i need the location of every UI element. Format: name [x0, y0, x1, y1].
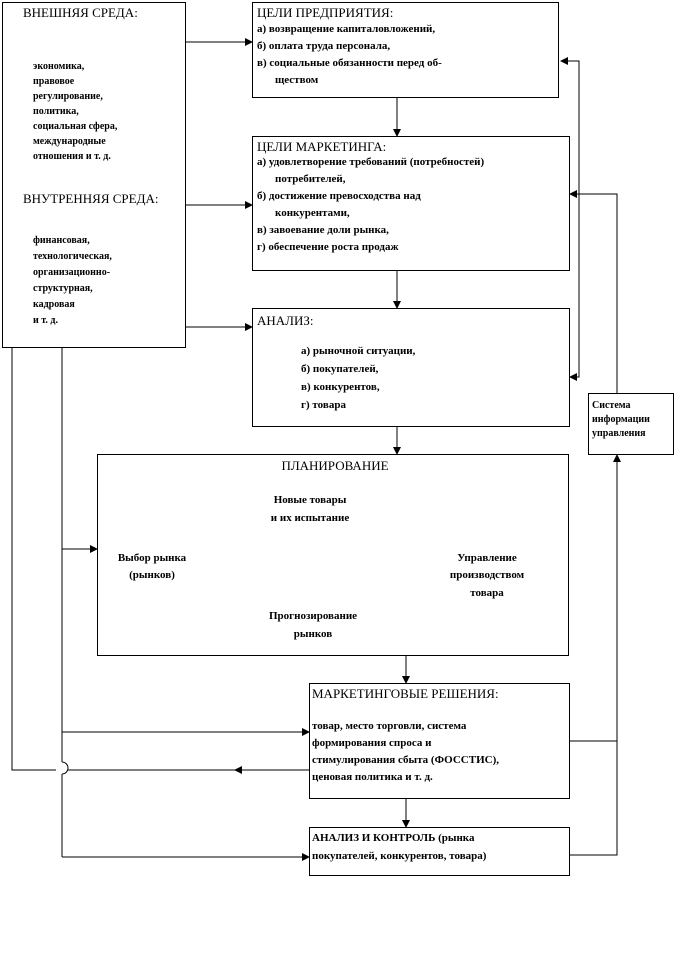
- internal-env-item: кадровая: [33, 299, 75, 310]
- marketing-goals-line: б) достижение превосходства над: [257, 190, 421, 202]
- enterprise-goals-title: ЦЕЛИ ПРЕДПРИЯТИЯ:: [257, 5, 394, 20]
- forecasting-label: Прогнозирование: [268, 610, 358, 622]
- line-env-return-left: [12, 348, 56, 770]
- enterprise-goals-line: ществом: [275, 74, 319, 86]
- analysis-control-line: АНАЛИЗ И КОНТРОЛЬ (рынка: [312, 832, 475, 844]
- analysis-control-line: покупателей, конкурентов, товара): [312, 850, 487, 862]
- marketing-decisions-line: товар, место торговли, система: [312, 720, 467, 732]
- external-env-item: регулирование,: [33, 91, 103, 102]
- production-mgmt-label: товара: [470, 587, 504, 599]
- marketing-decisions-line: стимулирования сбыта (ФОССТИС),: [312, 754, 499, 766]
- forecasting-label: рынков: [293, 628, 333, 640]
- external-env-item: международные: [33, 136, 106, 147]
- marketing-decisions-title: МАРКЕТИНГОВЫЕ РЕШЕНИЯ:: [312, 686, 499, 701]
- marketing-goals-line: конкурентами,: [275, 207, 350, 219]
- enterprise-goals-box: [252, 2, 559, 98]
- internal-env-item: структурная,: [33, 283, 93, 294]
- arrow-control-to-info: [570, 741, 617, 855]
- arrow-decisions-to-info: [570, 455, 617, 741]
- marketing-decisions-line: ценовая политика и т. д.: [312, 771, 433, 783]
- external-env-item: политика,: [33, 106, 79, 117]
- internal-env-item: финансовая,: [33, 235, 90, 246]
- marketing-decisions-line: формирования спроса и: [312, 737, 432, 749]
- market-choice-label: Выбор рынка: [117, 552, 187, 564]
- analysis-line: б) покупателей,: [301, 363, 379, 375]
- production-mgmt-label: производством: [449, 569, 525, 581]
- internal-env-item: организационно-: [33, 267, 111, 278]
- new-products-label: Новые товары: [273, 494, 347, 506]
- internal-env-title: ВНУТРЕННЯЯ СРЕДА:: [23, 191, 159, 206]
- marketing-goals-title: ЦЕЛИ МАРКЕТИНГА:: [257, 139, 387, 154]
- analysis-line: г) товара: [301, 399, 346, 411]
- market-choice-label: (рынков): [129, 569, 175, 581]
- external-env-title: ВНЕШНЯЯ СРЕДА:: [23, 5, 138, 20]
- analysis-title: АНАЛИЗ:: [257, 313, 314, 328]
- info-system-box: [588, 393, 674, 455]
- production-mgmt-label: Управление: [457, 552, 517, 564]
- analysis-line: а) рыночной ситуации,: [301, 345, 416, 357]
- enterprise-goals-line: б) оплата труда персонала,: [257, 40, 391, 52]
- internal-env-item: и т. д.: [33, 315, 58, 326]
- info-system-line: Система: [592, 400, 631, 411]
- marketing-goals-line: г) обеспечение роста продаж: [257, 241, 399, 253]
- planning-title: ПЛАНИРОВАНИЕ: [281, 458, 389, 473]
- arrow-info-to-marketing: [570, 194, 617, 393]
- external-env-item: отношения и т. д.: [33, 151, 111, 162]
- environment-box: [2, 2, 186, 348]
- new-products-label: и их испытание: [270, 512, 350, 524]
- external-env-item: экономика,: [33, 61, 85, 72]
- external-env-item: правовое: [33, 76, 75, 87]
- external-env-item: социальная сфера,: [33, 121, 118, 132]
- info-system-line: информации: [592, 414, 650, 425]
- enterprise-goals-line: а) возвращение капиталовложений,: [257, 23, 436, 35]
- enterprise-goals-line: в) социальные обязанности перед об-: [257, 57, 442, 69]
- marketing-goals-line: а) удовлетворение требований (потребностей): [257, 156, 485, 168]
- marketing-decisions-box: [309, 683, 570, 799]
- line-crossover: [62, 762, 68, 774]
- info-system-line: управления: [592, 428, 646, 439]
- analysis-line: в) конкурентов,: [301, 381, 380, 393]
- marketing-goals-line: в) завоевание доли рынка,: [257, 224, 389, 236]
- marketing-goals-box: [252, 136, 570, 271]
- internal-env-item: технологическая,: [33, 251, 112, 262]
- marketing-goals-line: потребителей,: [275, 173, 346, 185]
- analysis-box: [252, 308, 570, 427]
- analysis-control-box: [309, 827, 570, 876]
